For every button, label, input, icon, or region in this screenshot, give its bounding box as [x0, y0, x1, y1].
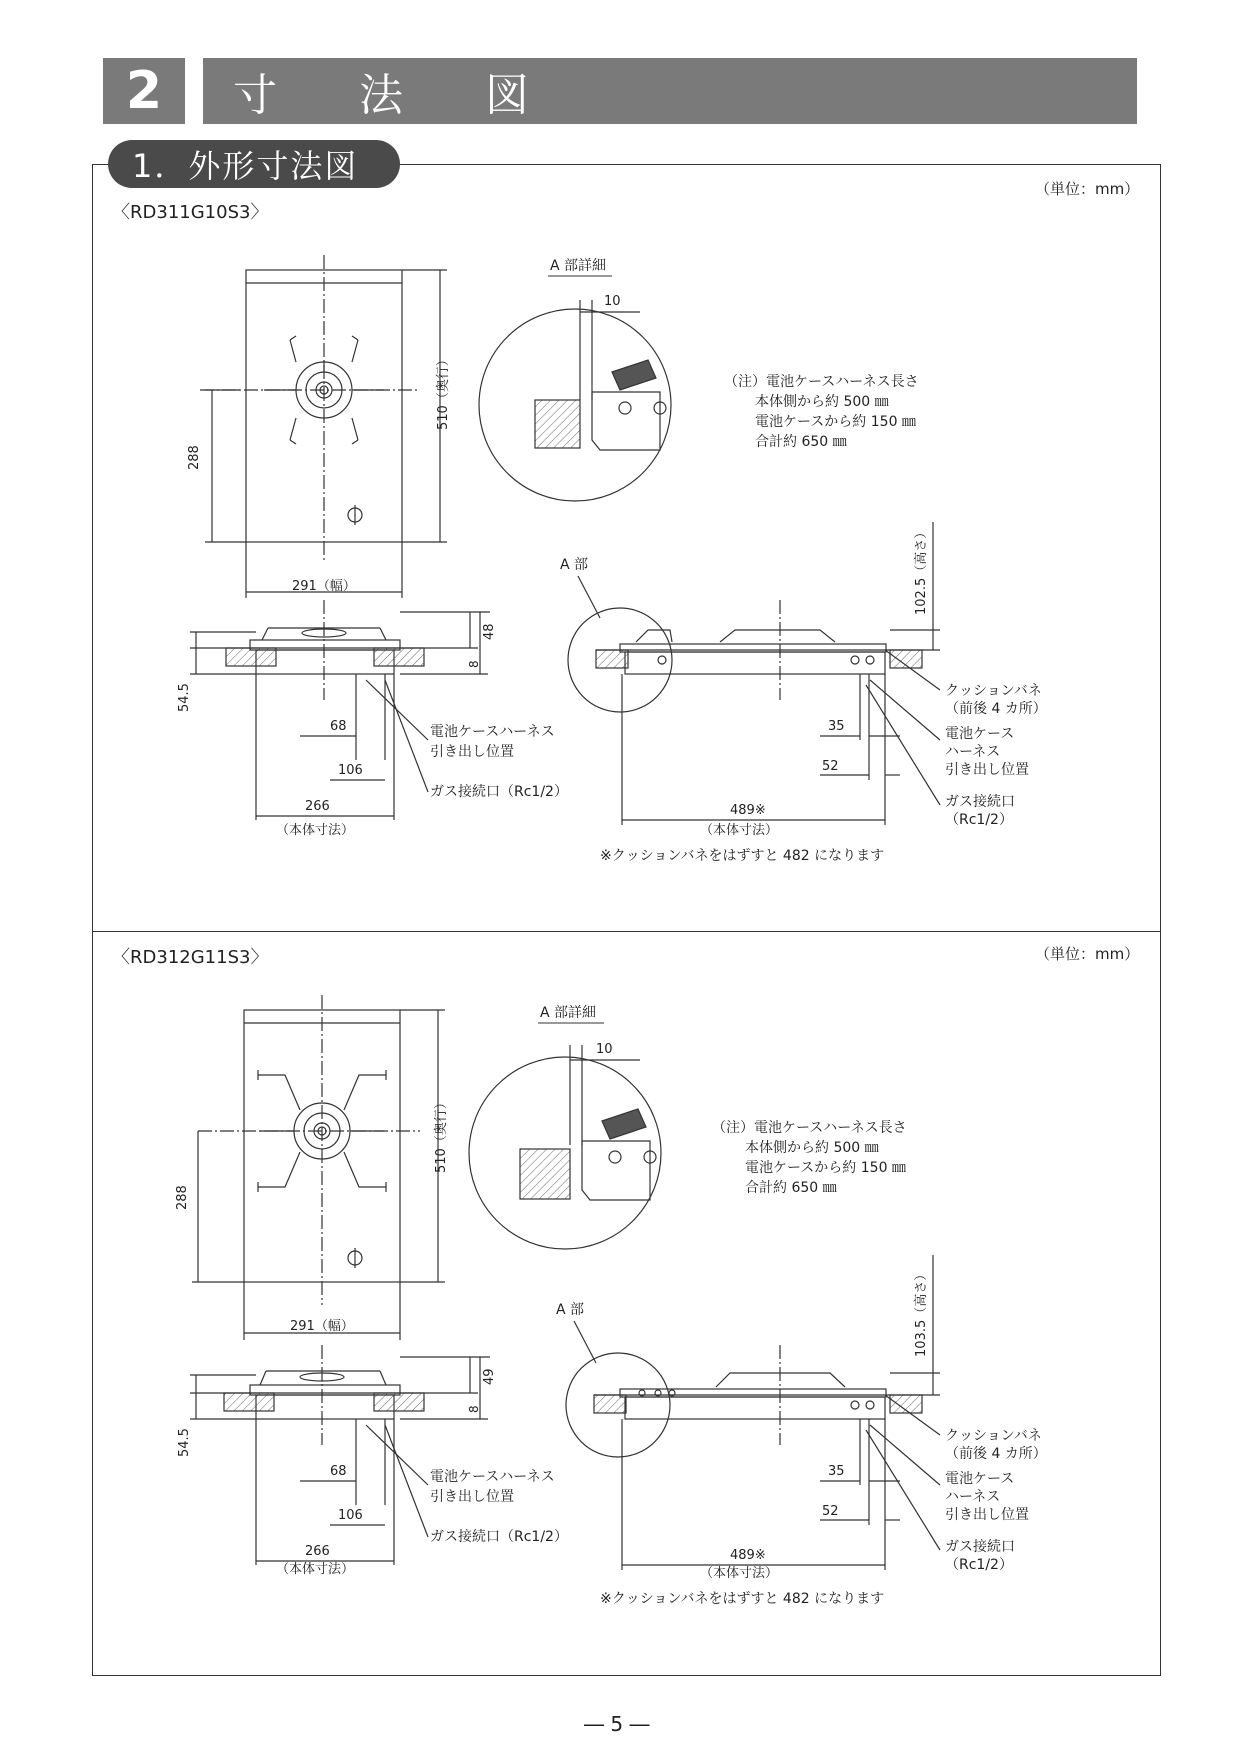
label-cushion: クッションバネ: [945, 683, 1042, 699]
detail-dim: 10: [604, 294, 621, 309]
detail-label: A 部詳細: [550, 258, 607, 274]
dim-width: 291（幅）: [292, 579, 356, 594]
part-label: A 部: [556, 1302, 585, 1318]
note-line: 合計約 650 ㎜: [745, 1180, 837, 1196]
dim-35: 35: [828, 719, 845, 734]
dim-48: 49: [482, 1368, 497, 1385]
dim-depth: 510（奥行）: [434, 1096, 449, 1173]
label-harness: 電池ケースハーネス: [430, 724, 555, 740]
label-battery: 引き出し位置: [945, 762, 1029, 778]
dim-54-5: 54.5: [177, 683, 192, 712]
dim-8: 8: [467, 1405, 481, 1413]
label-battery: 電池ケース: [945, 726, 1015, 742]
label-cushion: クッションバネ: [945, 1428, 1042, 1444]
dim-body: （本体寸法）: [276, 823, 355, 838]
label-battery: ハーネス: [945, 744, 1001, 760]
dim-52: 52: [822, 1504, 839, 1519]
dim-68: 68: [330, 1464, 347, 1479]
dim-depth: 510（奥行）: [436, 353, 451, 430]
section-number: 2: [103, 58, 185, 124]
dim-266: 266: [305, 799, 330, 814]
label-harness: 引き出し位置: [430, 1489, 514, 1505]
dim-body2: （本体寸法）: [700, 823, 779, 838]
dimension-drawing: [0, 745, 1240, 1675]
dim-48: 48: [482, 623, 497, 640]
dim-8: 8: [467, 660, 481, 668]
dim-52: 52: [822, 759, 839, 774]
note-line: （注）電池ケースハーネス長さ: [712, 1120, 907, 1136]
label-gas2: ガス接続口: [945, 794, 1015, 810]
page-number: ― 5 ―: [584, 1712, 650, 1736]
note-line: 電池ケースから約 150 ㎜: [745, 1160, 906, 1176]
label-gas2: ガス接続口: [945, 1539, 1015, 1555]
label-harness: 引き出し位置: [430, 744, 514, 760]
dim-35: 35: [828, 1464, 845, 1479]
dim-288: 288: [187, 445, 202, 470]
section-title: 寸 法 図: [203, 58, 1137, 124]
dim-106: 106: [338, 763, 363, 778]
label-battery: 電池ケース: [945, 1471, 1015, 1487]
note-line: 本体側から約 500 ㎜: [745, 1140, 879, 1156]
model-name: 〈RD311G10S3〉: [112, 202, 269, 223]
dim-68: 68: [330, 719, 347, 734]
note-line: （注）電池ケースハーネス長さ: [724, 374, 919, 390]
dim-54-5: 54.5: [177, 1428, 192, 1457]
note-line: 合計約 650 ㎜: [755, 434, 847, 450]
model-name: 〈RD312G11S3〉: [112, 947, 269, 968]
dim-489: 489※: [730, 1548, 766, 1563]
label-gas: ガス接続口（Rc1/2）: [430, 1529, 568, 1545]
subsection-title: 1．外形寸法図: [108, 140, 400, 188]
dim-489: 489※: [730, 803, 766, 818]
label-gas: ガス接続口（Rc1/2）: [430, 784, 568, 800]
label-gas2: （Rc1/2）: [945, 812, 1013, 828]
label-cushion: （前後 4 カ所）: [945, 701, 1047, 717]
footnote: ※クッションバネをはずすと 482 になります: [600, 848, 885, 864]
dim-width: 291（幅）: [290, 1319, 354, 1334]
dim-height: 102.5（高さ）: [914, 525, 929, 615]
detail-dim: 10: [596, 1042, 613, 1057]
note-line: 電池ケースから約 150 ㎜: [755, 414, 916, 430]
footnote: ※クッションバネをはずすと 482 になります: [600, 1591, 885, 1607]
detail-label: A 部詳細: [540, 1005, 597, 1021]
dim-body2: （本体寸法）: [700, 1566, 779, 1581]
note-line: 本体側から約 500 ㎜: [755, 394, 889, 410]
label-gas2: （Rc1/2）: [945, 1557, 1013, 1573]
label-cushion: （前後 4 カ所）: [945, 1446, 1047, 1462]
label-battery: ハーネス: [945, 1489, 1001, 1505]
dim-288: 288: [175, 1185, 190, 1210]
part-label: A 部: [560, 557, 589, 573]
label-battery: 引き出し位置: [945, 1507, 1029, 1523]
dim-266: 266: [305, 1544, 330, 1559]
unit-label: （単位：mm）: [1035, 945, 1140, 963]
dim-106: 106: [338, 1508, 363, 1523]
dim-height: 103.5（高さ）: [914, 1267, 929, 1357]
dim-body: （本体寸法）: [276, 1562, 355, 1577]
label-harness: 電池ケースハーネス: [430, 1469, 555, 1485]
unit-label: （単位：mm）: [1035, 180, 1140, 198]
